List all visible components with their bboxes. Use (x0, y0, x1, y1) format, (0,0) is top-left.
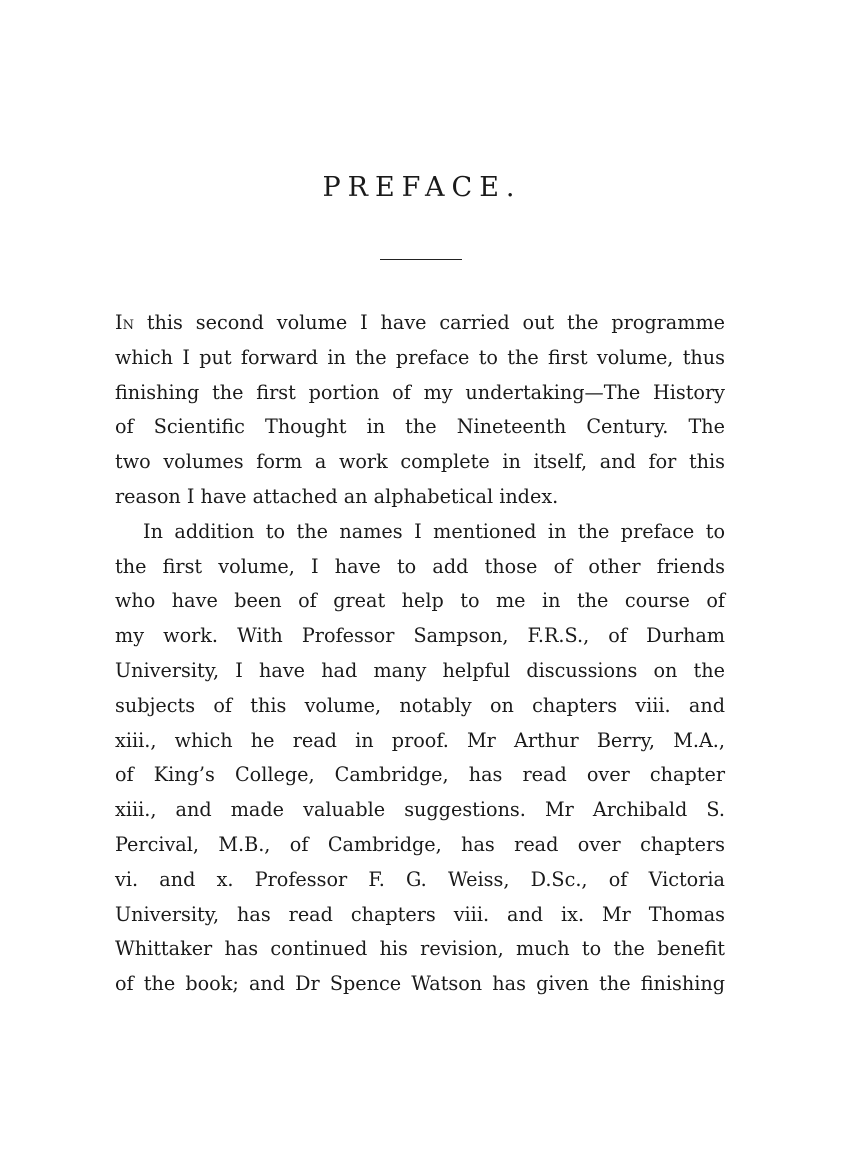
text-line: the first volume, I have to add those of other friends (115, 554, 725, 578)
text-line: In this second volume I have carried out the programme (115, 311, 725, 334)
title-divider (380, 259, 462, 260)
text-line: of Scientific Thought in the Nineteenth Century. The (115, 415, 725, 439)
text-line: two volumes form a work complete in itself, and for this (115, 450, 725, 474)
text-line: which I put forward in the preface to the first volume, thus (115, 345, 725, 369)
text-line: Whittaker has continued his revision, much to the benefit (115, 937, 725, 961)
text-line: of King’s College, Cambridge, has read over chapter (115, 763, 725, 787)
drop-word: In (115, 311, 134, 334)
text-line: xiii., and made valuable suggestions. Mr Archibald S. (115, 798, 725, 822)
text-line: xiii., which he read in proof. Mr Arthur Berry, M.A., (115, 728, 725, 752)
text-line: University, has read chapters viii. and ix. Mr Thomas (115, 902, 725, 926)
preface-body (115, 306, 725, 1002)
text-line: my work. With Professor Sampson, F.R.S., of Durham (115, 624, 725, 648)
page-title: PREFACE. (322, 172, 522, 203)
text-line: finishing the first portion of my undertaking—The History (115, 380, 725, 404)
text-line: who have been of great help to me in the course of (115, 589, 725, 613)
text-line: University, I have had many helpful discussions on the (115, 658, 725, 682)
text-line: Percival, M.B., of Cambridge, has read over chapters (115, 832, 725, 856)
text-line: of the book; and Dr Spence Watson has given the finishing (115, 972, 725, 996)
text-line: reason I have attached an alphabetical index. (115, 484, 559, 508)
text-line: subjects of this volume, notably on chapters viii. and (115, 693, 725, 717)
text-line: In addition to the names I mentioned in the preface to (143, 519, 725, 543)
text-line: vi. and x. Professor F. G. Weiss, D.Sc., of Victoria (115, 867, 725, 891)
